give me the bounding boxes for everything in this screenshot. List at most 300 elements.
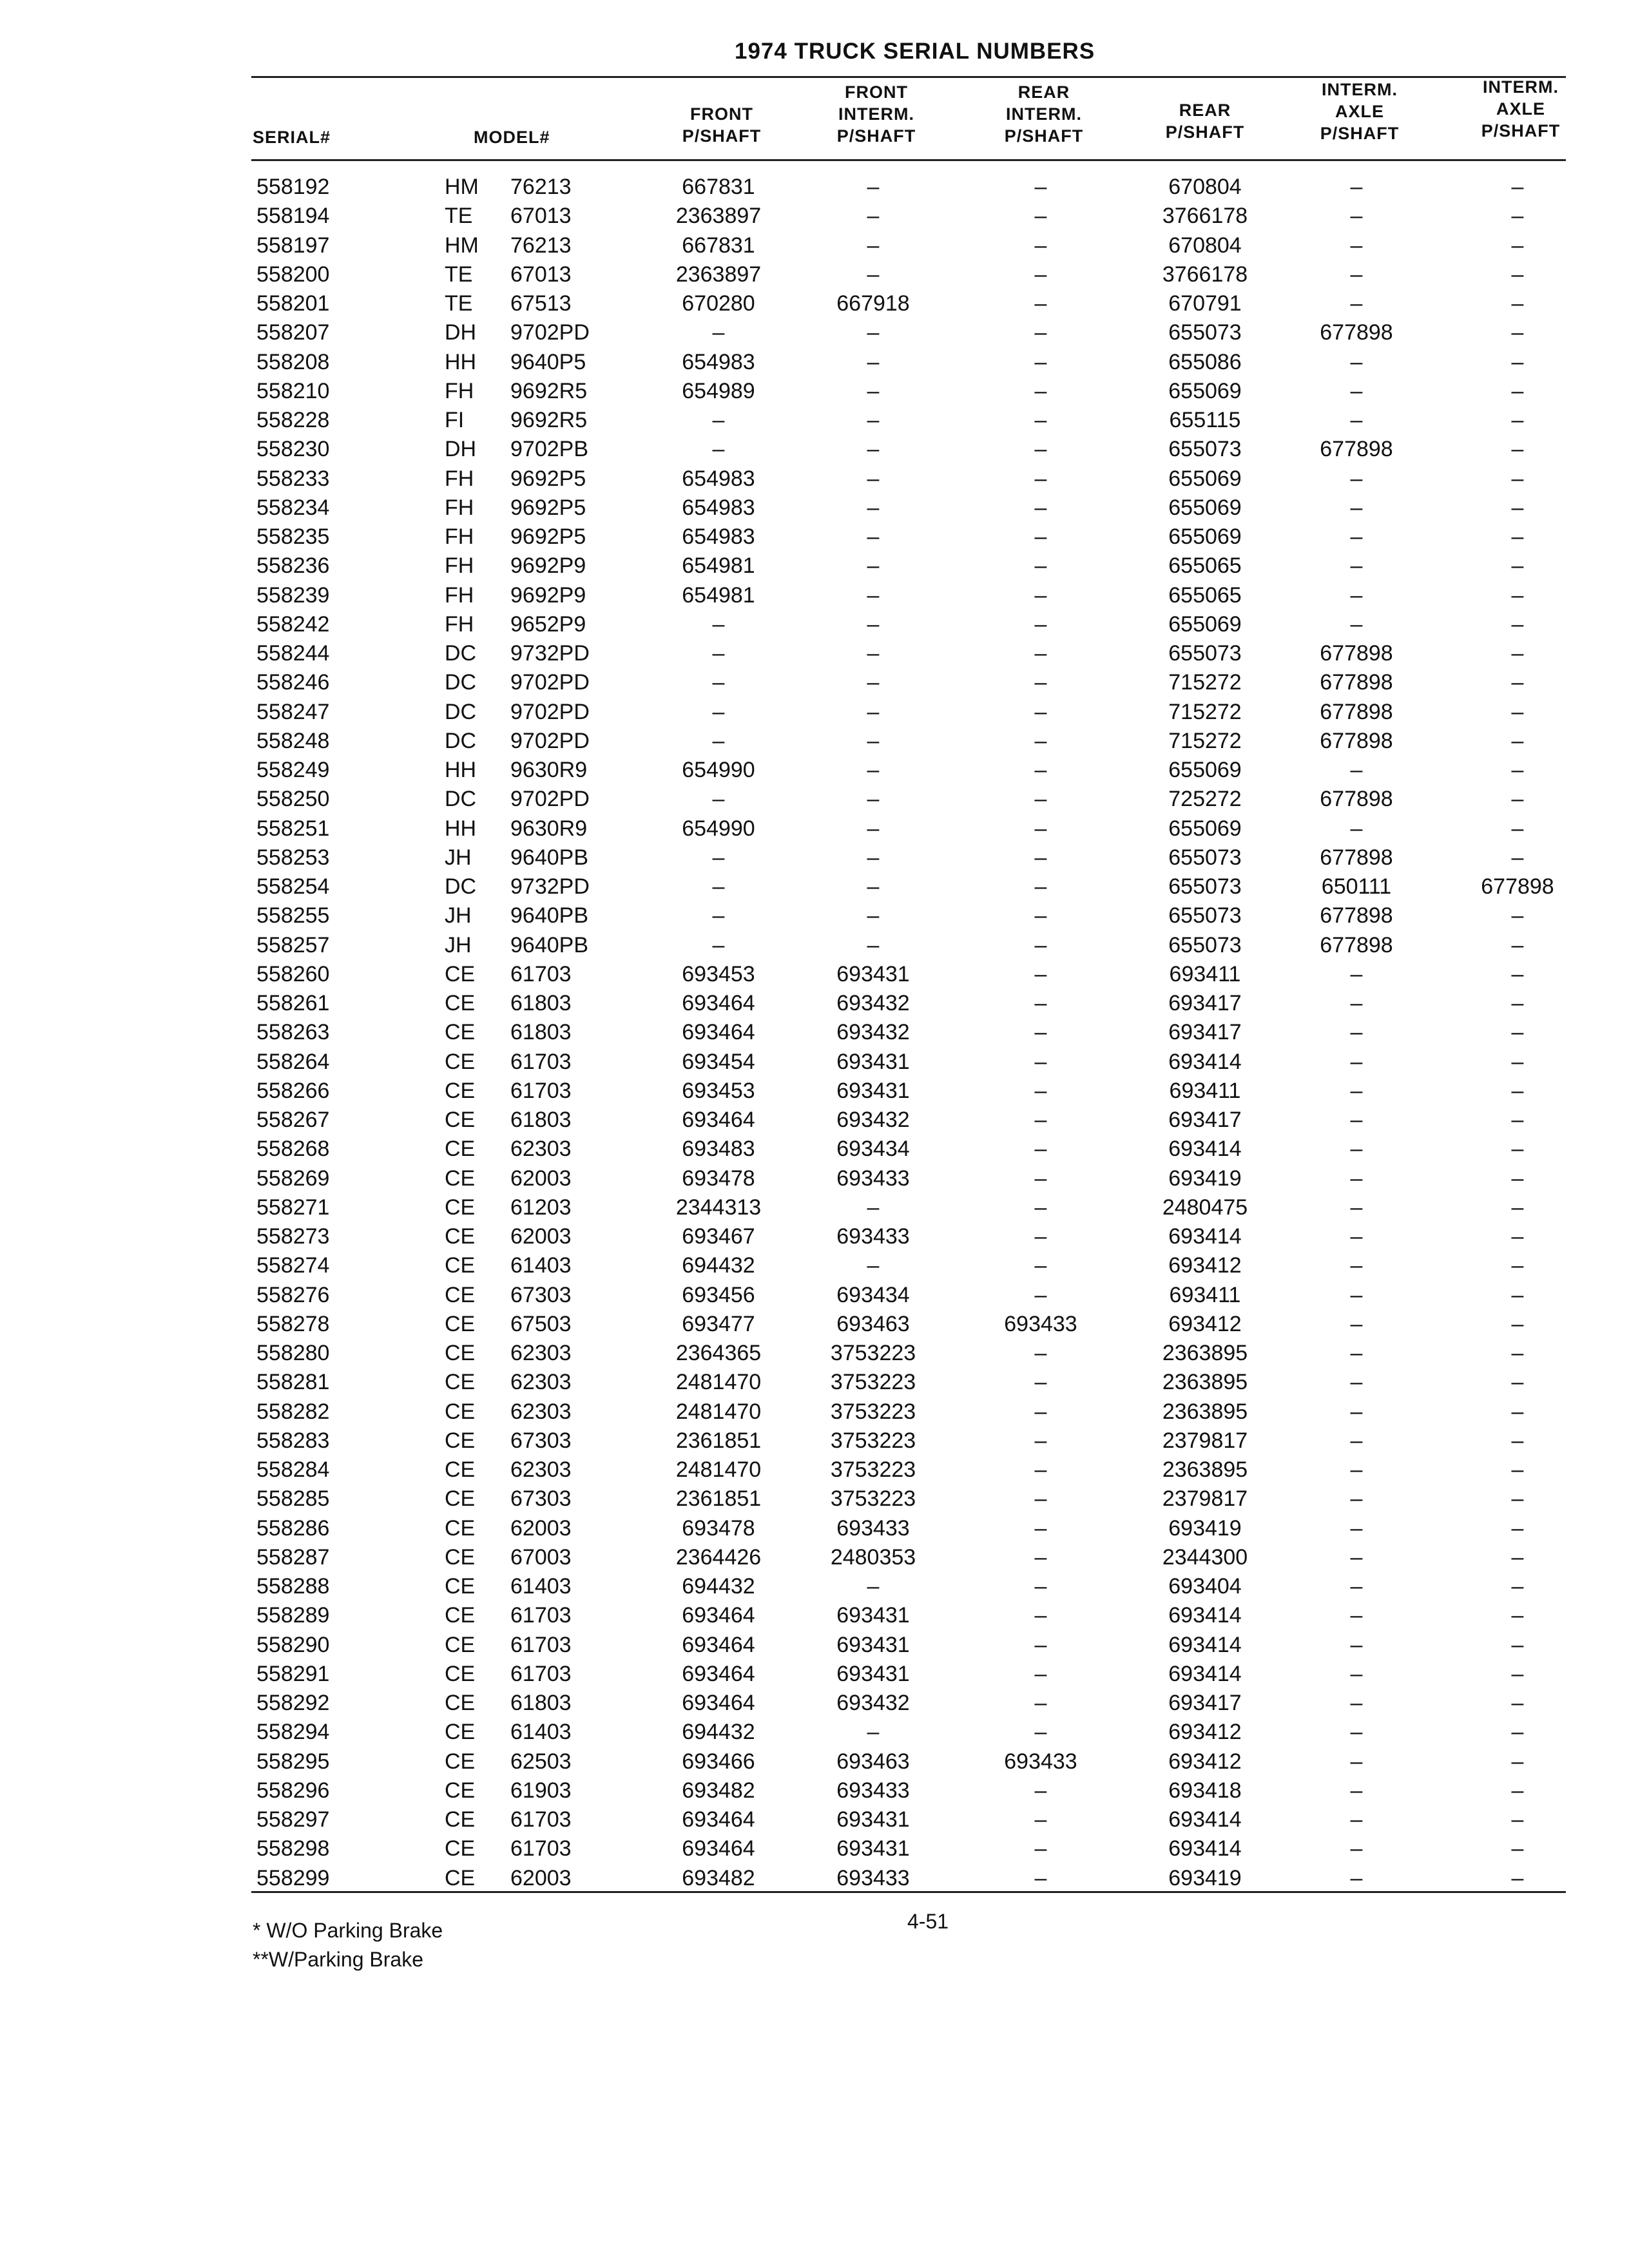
- rear-pshaft-cell: 693417: [1168, 991, 1242, 1015]
- rear-pshaft-cell: 693411: [1169, 961, 1241, 986]
- rear-interm-pshaft-cell: 693433: [1004, 1749, 1077, 1774]
- serial-cell: 558269: [256, 1166, 330, 1191]
- model-code-cell: DC: [445, 670, 477, 695]
- model-number-cell: 9630R9: [510, 816, 588, 841]
- table-row: [0, 435, 1629, 464]
- serial-cell: 558197: [256, 233, 330, 258]
- interm-axle-pshaft-cell: –: [1350, 1486, 1363, 1512]
- header-front-pshaft: [667, 103, 776, 147]
- model-code-cell: FH: [445, 582, 474, 608]
- model-code-cell: CE: [445, 1661, 476, 1686]
- serial-cell: 558234: [256, 495, 330, 520]
- interm-axle-pshaft-2-cell: –: [1511, 204, 1524, 229]
- front-pshaft-cell: 693483: [682, 1137, 755, 1162]
- rear-interm-pshaft-cell: –: [1034, 728, 1047, 753]
- serial-cell: 558239: [256, 582, 330, 608]
- interm-axle-pshaft-cell: –: [1350, 1399, 1363, 1424]
- rear-interm-pshaft-cell: –: [1034, 874, 1047, 899]
- interm-axle-pshaft-2-cell: –: [1511, 1137, 1524, 1162]
- front-interm-pshaft-cell: 3753223: [830, 1370, 916, 1395]
- rear-pshaft-cell: 2379817: [1162, 1428, 1248, 1453]
- table-row: [0, 1456, 1629, 1485]
- front-interm-pshaft-cell: –: [867, 1574, 880, 1599]
- model-number-cell: 9640P5: [510, 349, 586, 374]
- rear-interm-pshaft-cell: –: [1034, 1078, 1047, 1103]
- interm-axle-pshaft-cell: –: [1350, 1865, 1363, 1890]
- front-interm-pshaft-cell: 693431: [836, 1078, 910, 1103]
- model-number-cell: 62303: [510, 1341, 572, 1365]
- interm-axle-pshaft-2-cell: –: [1511, 1515, 1524, 1541]
- front-pshaft-cell: 693464: [682, 1020, 755, 1045]
- model-number-cell: 62303: [510, 1457, 572, 1482]
- model-code-cell: JH: [445, 932, 472, 957]
- interm-axle-pshaft-2-cell: –: [1511, 991, 1524, 1015]
- interm-axle-pshaft-2-cell: –: [1511, 582, 1524, 608]
- front-pshaft-cell: 693464: [682, 1603, 755, 1628]
- interm-axle-pshaft-2-cell: –: [1511, 175, 1524, 199]
- table-row: [0, 1368, 1629, 1397]
- rear-pshaft-cell: 655069: [1168, 466, 1242, 491]
- front-interm-pshaft-cell: –: [867, 204, 880, 229]
- front-pshaft-cell: 694432: [682, 1253, 755, 1278]
- rear-interm-pshaft-cell: –: [1034, 1282, 1047, 1307]
- interm-axle-pshaft-cell: –: [1350, 1457, 1363, 1482]
- rear-interm-pshaft-cell: –: [1034, 320, 1047, 345]
- front-pshaft-cell: 693466: [682, 1749, 755, 1774]
- front-interm-pshaft-cell: –: [867, 845, 880, 870]
- front-interm-pshaft-cell: 693433: [836, 1515, 910, 1541]
- rear-pshaft-cell: 3766178: [1162, 262, 1248, 287]
- interm-axle-pshaft-2-cell: –: [1511, 1428, 1524, 1453]
- rear-interm-pshaft-cell: –: [1034, 495, 1047, 520]
- rear-interm-pshaft-cell: –: [1034, 670, 1047, 695]
- model-number-cell: 61703: [510, 1078, 572, 1103]
- model-number-cell: 9702PB: [510, 437, 588, 462]
- front-interm-pshaft-cell: 693431: [836, 1836, 910, 1861]
- rear-interm-pshaft-cell: –: [1034, 903, 1047, 928]
- serial-cell: 558233: [256, 466, 330, 491]
- serial-cell: 558298: [256, 1836, 330, 1861]
- interm-axle-pshaft-2-cell: –: [1511, 932, 1524, 957]
- table-row: [0, 1193, 1629, 1222]
- interm-axle-pshaft-2-cell: –: [1511, 1457, 1524, 1482]
- front-interm-pshaft-cell: –: [867, 437, 880, 462]
- front-interm-pshaft-cell: –: [867, 349, 880, 374]
- front-interm-pshaft-cell: –: [867, 553, 880, 579]
- rear-pshaft-cell: 3766178: [1162, 204, 1248, 229]
- model-code-cell: CE: [445, 1457, 476, 1482]
- rear-interm-pshaft-cell: –: [1034, 641, 1047, 666]
- page-number: 4-51: [907, 1910, 949, 1933]
- rear-pshaft-cell: 693414: [1168, 1224, 1242, 1249]
- table-row: [0, 1834, 1629, 1863]
- front-interm-pshaft-cell: 693463: [836, 1311, 910, 1336]
- interm-axle-pshaft-cell: –: [1350, 1428, 1363, 1453]
- rear-interm-pshaft-cell: –: [1034, 175, 1047, 199]
- header-model: [474, 126, 550, 148]
- footnote-wo-parking-brake: * W/O Parking Brake: [253, 1919, 443, 1942]
- front-pshaft-cell: 693453: [682, 1078, 755, 1103]
- table-row: [0, 668, 1629, 697]
- rear-interm-pshaft-cell: –: [1034, 1166, 1047, 1191]
- front-pshaft-cell: 654983: [682, 495, 755, 520]
- header-line: P/SHAFT: [836, 126, 916, 146]
- model-code-cell: JH: [445, 903, 472, 928]
- model-number-cell: 9640PB: [510, 845, 588, 870]
- model-number-cell: 9692R5: [510, 378, 588, 403]
- interm-axle-pshaft-2-cell: –: [1511, 1603, 1524, 1628]
- table-row: [0, 231, 1629, 260]
- serial-cell: 558254: [256, 874, 330, 899]
- front-interm-pshaft-cell: 693434: [836, 1137, 910, 1162]
- model-code-cell: CE: [445, 1865, 476, 1890]
- front-pshaft-cell: –: [712, 408, 725, 432]
- serial-cell: 558248: [256, 728, 330, 753]
- interm-axle-pshaft-2-cell: –: [1511, 233, 1524, 258]
- rear-interm-pshaft-cell: –: [1034, 349, 1047, 374]
- interm-axle-pshaft-2-cell: –: [1511, 1865, 1524, 1890]
- front-interm-pshaft-cell: –: [867, 611, 880, 637]
- interm-axle-pshaft-cell: –: [1350, 1544, 1363, 1570]
- top-rule: [251, 76, 1566, 78]
- rear-pshaft-cell: 693412: [1168, 1749, 1242, 1774]
- serial-cell: 558261: [256, 991, 330, 1015]
- rear-interm-pshaft-cell: –: [1034, 553, 1047, 579]
- interm-axle-pshaft-cell: 677898: [1320, 932, 1393, 957]
- front-pshaft-cell: 693454: [682, 1049, 755, 1074]
- front-pshaft-cell: 2363897: [675, 204, 762, 229]
- front-pshaft-cell: 670280: [682, 291, 755, 316]
- front-interm-pshaft-cell: –: [867, 641, 880, 666]
- rear-interm-pshaft-cell: –: [1034, 1341, 1047, 1365]
- model-number-cell: 61703: [510, 1661, 572, 1686]
- front-pshaft-cell: 693467: [682, 1224, 755, 1249]
- rear-pshaft-cell: 693419: [1168, 1166, 1242, 1191]
- interm-axle-pshaft-2-cell: –: [1511, 1370, 1524, 1395]
- rear-interm-pshaft-cell: –: [1034, 233, 1047, 258]
- serial-cell: 558244: [256, 641, 330, 666]
- table-row: [0, 1718, 1629, 1747]
- serial-cell: 558299: [256, 1865, 330, 1890]
- model-code-cell: CE: [445, 1749, 476, 1774]
- model-code-cell: CE: [445, 1049, 476, 1074]
- model-number-cell: 9702PD: [510, 699, 590, 724]
- rear-pshaft-cell: 670791: [1168, 291, 1242, 316]
- interm-axle-pshaft-2-cell: –: [1511, 291, 1524, 316]
- interm-axle-pshaft-2-cell: –: [1511, 1632, 1524, 1657]
- front-pshaft-cell: 693456: [682, 1282, 755, 1307]
- interm-axle-pshaft-2-cell: –: [1511, 1399, 1524, 1424]
- table-row: [0, 377, 1629, 406]
- model-code-cell: CE: [445, 1108, 476, 1132]
- serial-cell: 558289: [256, 1603, 330, 1628]
- interm-axle-pshaft-cell: –: [1350, 1253, 1363, 1278]
- model-code-cell: CE: [445, 1166, 476, 1191]
- table-row: [0, 260, 1629, 289]
- model-number-cell: 61803: [510, 1691, 572, 1715]
- front-interm-pshaft-cell: –: [867, 816, 880, 841]
- model-number-cell: 76213: [510, 175, 572, 199]
- rear-pshaft-cell: 2379817: [1162, 1486, 1248, 1512]
- front-pshaft-cell: –: [712, 699, 725, 724]
- interm-axle-pshaft-2-cell: –: [1511, 758, 1524, 782]
- serial-cell: 558194: [256, 204, 330, 229]
- serial-cell: 558264: [256, 1049, 330, 1074]
- serial-cell: 558282: [256, 1399, 330, 1424]
- model-code-cell: DC: [445, 641, 477, 666]
- interm-axle-pshaft-2-cell: –: [1511, 1311, 1524, 1336]
- serial-cell: 558281: [256, 1370, 330, 1395]
- front-pshaft-cell: 693464: [682, 991, 755, 1015]
- front-interm-pshaft-cell: 667918: [836, 291, 910, 316]
- rear-pshaft-cell: 693412: [1168, 1720, 1242, 1745]
- interm-axle-pshaft-2-cell: –: [1511, 1778, 1524, 1803]
- rear-interm-pshaft-cell: –: [1034, 845, 1047, 870]
- table-row: [0, 1106, 1629, 1135]
- interm-axle-pshaft-cell: –: [1350, 1137, 1363, 1162]
- model-number-cell: 9652P9: [510, 611, 586, 637]
- table-row: [0, 1339, 1629, 1368]
- table-row: [0, 989, 1629, 1018]
- front-interm-pshaft-cell: 693431: [836, 1807, 910, 1832]
- rear-pshaft-cell: 715272: [1168, 699, 1242, 724]
- front-interm-pshaft-cell: 693432: [836, 1691, 910, 1715]
- front-pshaft-cell: 693478: [682, 1166, 755, 1191]
- front-pshaft-cell: 693478: [682, 1515, 755, 1541]
- interm-axle-pshaft-cell: –: [1350, 349, 1363, 374]
- serial-cell: 558266: [256, 1078, 330, 1103]
- model-number-cell: 9630R9: [510, 758, 588, 782]
- rear-pshaft-cell: 693414: [1168, 1049, 1242, 1074]
- rear-pshaft-cell: 655073: [1168, 320, 1242, 345]
- serial-cell: 558260: [256, 961, 330, 986]
- model-code-cell: TE: [445, 262, 473, 287]
- front-interm-pshaft-cell: 693431: [836, 1603, 910, 1628]
- table-row: [0, 318, 1629, 347]
- serial-cell: 558207: [256, 320, 330, 345]
- front-pshaft-cell: 693477: [682, 1311, 755, 1336]
- interm-axle-pshaft-cell: –: [1350, 1049, 1363, 1074]
- interm-axle-pshaft-2-cell: –: [1511, 728, 1524, 753]
- rear-pshaft-cell: 693414: [1168, 1137, 1242, 1162]
- page-title: 1974 TRUCK SERIAL NUMBERS: [735, 39, 1095, 64]
- interm-axle-pshaft-cell: –: [1350, 1195, 1363, 1220]
- front-pshaft-cell: 693464: [682, 1836, 755, 1861]
- table-row: [0, 1077, 1629, 1106]
- serial-cell: 558228: [256, 408, 330, 432]
- front-pshaft-cell: 654989: [682, 378, 755, 403]
- front-pshaft-cell: 693482: [682, 1778, 755, 1803]
- model-code-cell: CE: [445, 1836, 476, 1861]
- model-code-cell: DC: [445, 787, 477, 812]
- front-pshaft-cell: 2361851: [675, 1428, 762, 1453]
- front-interm-pshaft-cell: 693433: [836, 1224, 910, 1249]
- model-number-cell: 67303: [510, 1282, 572, 1307]
- model-number-cell: 9692P9: [510, 582, 586, 608]
- model-number-cell: 62303: [510, 1399, 572, 1424]
- model-code-cell: TE: [445, 204, 473, 229]
- rear-interm-pshaft-cell: –: [1034, 1720, 1047, 1745]
- table-row: [0, 1251, 1629, 1280]
- header-interm-axle-pshaft-2: [1466, 76, 1576, 142]
- serial-cell: 558200: [256, 262, 330, 287]
- rear-interm-pshaft-cell: –: [1034, 1457, 1047, 1482]
- interm-axle-pshaft-cell: –: [1350, 1807, 1363, 1832]
- rear-pshaft-cell: 655069: [1168, 495, 1242, 520]
- footnote-w-parking-brake: **W/Parking Brake: [253, 1948, 423, 1971]
- rear-interm-pshaft-cell: –: [1034, 961, 1047, 986]
- table-row: [0, 1310, 1629, 1339]
- front-pshaft-cell: 693464: [682, 1661, 755, 1686]
- front-pshaft-cell: –: [712, 641, 725, 666]
- interm-axle-pshaft-cell: –: [1350, 175, 1363, 199]
- front-interm-pshaft-cell: 693431: [836, 1661, 910, 1686]
- table-row: [0, 348, 1629, 377]
- front-interm-pshaft-cell: 693431: [836, 961, 910, 986]
- rear-interm-pshaft-cell: –: [1034, 1778, 1047, 1803]
- serial-cell: 558292: [256, 1691, 330, 1715]
- model-code-cell: DC: [445, 699, 477, 724]
- front-pshaft-cell: 2364426: [675, 1544, 762, 1570]
- interm-axle-pshaft-cell: –: [1350, 1224, 1363, 1249]
- rear-pshaft-cell: 715272: [1168, 728, 1242, 753]
- interm-axle-pshaft-cell: –: [1350, 1778, 1363, 1803]
- model-code-cell: HH: [445, 349, 477, 374]
- interm-axle-pshaft-2-cell: –: [1511, 641, 1524, 666]
- rear-pshaft-cell: 693414: [1168, 1807, 1242, 1832]
- table-row: [0, 494, 1629, 523]
- rear-interm-pshaft-cell: –: [1034, 1691, 1047, 1715]
- front-pshaft-cell: 693464: [682, 1691, 755, 1715]
- front-pshaft-cell: 693453: [682, 961, 755, 986]
- front-pshaft-cell: 693464: [682, 1108, 755, 1132]
- rear-interm-pshaft-cell: –: [1034, 524, 1047, 549]
- serial-cell: 558250: [256, 787, 330, 812]
- interm-axle-pshaft-cell: –: [1350, 408, 1363, 432]
- front-pshaft-cell: –: [712, 670, 725, 695]
- model-number-cell: 61203: [510, 1195, 572, 1220]
- header-rule: [251, 159, 1566, 161]
- front-interm-pshaft-cell: –: [867, 758, 880, 782]
- table-row: [0, 1864, 1629, 1893]
- interm-axle-pshaft-2-cell: –: [1511, 1749, 1524, 1774]
- interm-axle-pshaft-cell: –: [1350, 291, 1363, 316]
- front-interm-pshaft-cell: 3753223: [830, 1457, 916, 1482]
- rear-interm-pshaft-cell: –: [1034, 1049, 1047, 1074]
- rear-pshaft-cell: 655065: [1168, 582, 1242, 608]
- front-pshaft-cell: 654981: [682, 582, 755, 608]
- table-row: [0, 1048, 1629, 1077]
- rear-interm-pshaft-cell: –: [1034, 204, 1047, 229]
- front-interm-pshaft-cell: 3753223: [830, 1428, 916, 1453]
- rear-interm-pshaft-cell: –: [1034, 1195, 1047, 1220]
- model-number-cell: 61903: [510, 1778, 572, 1803]
- bottom-rule: [251, 1891, 1566, 1893]
- model-code-cell: CE: [445, 1603, 476, 1628]
- table-row: [0, 523, 1629, 552]
- rear-pshaft-cell: 655115: [1169, 408, 1241, 432]
- front-interm-pshaft-cell: –: [867, 1253, 880, 1278]
- interm-axle-pshaft-2-cell: –: [1511, 1224, 1524, 1249]
- table-row: [0, 901, 1629, 930]
- interm-axle-pshaft-2-cell: –: [1511, 903, 1524, 928]
- serial-cell: 558201: [256, 291, 330, 316]
- rear-interm-pshaft-cell: –: [1034, 1603, 1047, 1628]
- front-pshaft-cell: 654983: [682, 349, 755, 374]
- model-code-cell: CE: [445, 1691, 476, 1715]
- model-number-cell: 62503: [510, 1749, 572, 1774]
- header-line: P/SHAFT: [1320, 124, 1400, 143]
- serial-cell: 558288: [256, 1574, 330, 1599]
- table-row: [0, 1398, 1629, 1427]
- front-interm-pshaft-cell: –: [867, 378, 880, 403]
- table-row: [0, 872, 1629, 901]
- rear-pshaft-cell: 693404: [1168, 1574, 1242, 1599]
- interm-axle-pshaft-cell: –: [1350, 1574, 1363, 1599]
- header-line: SERIAL#: [253, 128, 331, 147]
- rear-pshaft-cell: 693414: [1168, 1661, 1242, 1686]
- serial-cell: 558295: [256, 1749, 330, 1774]
- table-row: [0, 1805, 1629, 1834]
- table-row: [0, 843, 1629, 872]
- interm-axle-pshaft-cell: 677898: [1320, 437, 1393, 462]
- front-pshaft-cell: –: [712, 874, 725, 899]
- interm-axle-pshaft-2-cell: –: [1511, 408, 1524, 432]
- header-line: P/SHAFT: [1165, 122, 1245, 142]
- front-interm-pshaft-cell: –: [867, 874, 880, 899]
- header-line: P/SHAFT: [1481, 121, 1561, 140]
- front-pshaft-cell: 693464: [682, 1807, 755, 1832]
- table-row: [0, 960, 1629, 989]
- interm-axle-pshaft-cell: 677898: [1320, 903, 1393, 928]
- table-row: [0, 289, 1629, 318]
- interm-axle-pshaft-cell: –: [1350, 1720, 1363, 1745]
- front-interm-pshaft-cell: –: [867, 524, 880, 549]
- interm-axle-pshaft-cell: –: [1350, 611, 1363, 637]
- model-code-cell: JH: [445, 845, 472, 870]
- rear-pshaft-cell: 2363895: [1162, 1370, 1248, 1395]
- header-line: FRONT: [690, 104, 753, 124]
- table-row: [0, 581, 1629, 610]
- rear-interm-pshaft-cell: –: [1034, 1544, 1047, 1570]
- interm-axle-pshaft-2-cell: –: [1511, 1836, 1524, 1861]
- model-number-cell: 9640PB: [510, 903, 588, 928]
- table-row: [0, 1689, 1629, 1718]
- rear-interm-pshaft-cell: –: [1034, 611, 1047, 637]
- table-row: [0, 406, 1629, 435]
- front-interm-pshaft-cell: 693433: [836, 1166, 910, 1191]
- rear-interm-pshaft-cell: –: [1034, 1020, 1047, 1045]
- interm-axle-pshaft-cell: 677898: [1320, 787, 1393, 812]
- front-pshaft-cell: 654983: [682, 466, 755, 491]
- rear-pshaft-cell: 2344300: [1162, 1544, 1248, 1570]
- table-row: [0, 1543, 1629, 1572]
- front-interm-pshaft-cell: 3753223: [830, 1341, 916, 1365]
- model-code-cell: CE: [445, 1428, 476, 1453]
- front-interm-pshaft-cell: 693432: [836, 1108, 910, 1132]
- serial-cell: 558294: [256, 1720, 330, 1745]
- table-row: [0, 173, 1629, 202]
- table-row: [0, 1631, 1629, 1660]
- serial-cell: 558236: [256, 553, 330, 579]
- interm-axle-pshaft-cell: 677898: [1320, 845, 1393, 870]
- interm-axle-pshaft-2-cell: –: [1511, 816, 1524, 841]
- model-code-cell: HM: [445, 175, 479, 199]
- rear-interm-pshaft-cell: –: [1034, 378, 1047, 403]
- table-row: [0, 1514, 1629, 1543]
- table-row: [0, 1747, 1629, 1776]
- table-row: [0, 1660, 1629, 1689]
